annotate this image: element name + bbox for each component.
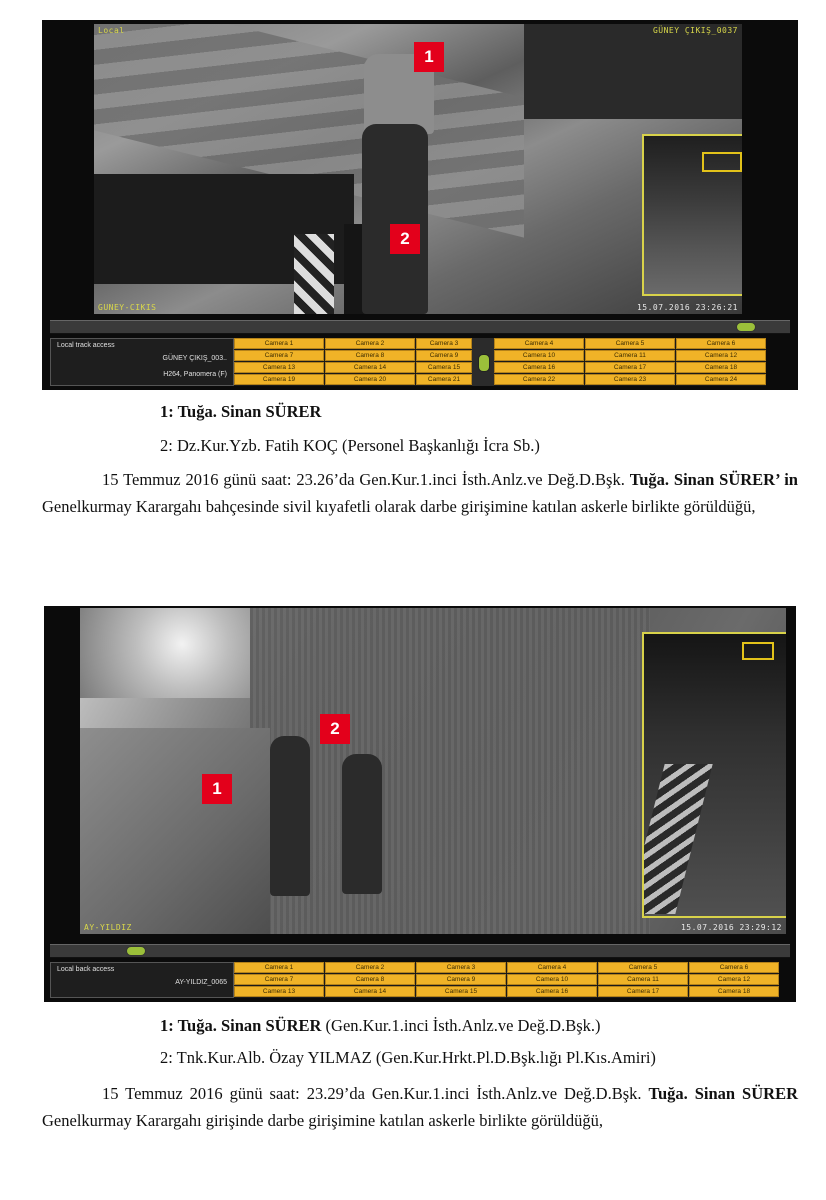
camera-button[interactable]: Camera 22 <box>494 374 584 385</box>
volume-knob[interactable] <box>478 354 490 372</box>
caption-2-name: 1: Tuğa. Sinan SÜRER <box>160 1016 322 1035</box>
camera-button[interactable]: Camera 3 <box>416 338 472 349</box>
camera-button[interactable]: Camera 4 <box>494 338 584 349</box>
paragraph-1 <box>42 466 798 520</box>
camera-button[interactable]: Camera 11 <box>598 974 688 985</box>
caption-1-line-2: 2: Dz.Kur.Yzb. Fatih KOÇ (Personel Başkanlığı İcra Sb.) <box>160 436 540 455</box>
camera-grid-right <box>494 338 766 386</box>
local-camera-name: GÜNEY ÇIKIŞ_003.. <box>162 355 227 362</box>
local-track-title: Local track access <box>57 342 115 349</box>
caption-2-line-2: 2: Tnk.Kur.Alb. Özay YILMAZ (Gen.Kur.Hrkt.Pl.D.Bşk.lığı Pl.Kıs.Amiri) <box>160 1048 656 1067</box>
camera-button[interactable]: Camera 4 <box>507 962 597 973</box>
seek-knob[interactable] <box>736 322 756 332</box>
camera-button[interactable]: Camera 18 <box>689 986 779 997</box>
caption-2-line-1 <box>160 1016 601 1036</box>
cctv-screenshot-2 <box>44 606 796 1002</box>
camera-button[interactable]: Camera 17 <box>585 362 675 373</box>
camera-button[interactable]: Camera 13 <box>234 362 324 373</box>
camera-button[interactable]: Camera 6 <box>689 962 779 973</box>
timestamp: 15.07.2016 23:26:21 <box>636 303 738 312</box>
caption-1-name: 1: Tuğa. Sinan SÜRER <box>160 402 322 421</box>
volume-slider[interactable] <box>472 338 494 386</box>
camera-controls <box>50 962 779 998</box>
paragraph-2-text-a: 15 Temmuz 2016 günü saat: 23.29’da Gen.Kur.1.inci İsth.Anlz.ve Değ.D.Bşk. <box>102 1084 649 1103</box>
camera-label-bottom: AY-YILDIZ <box>84 923 132 932</box>
inset-camera-view <box>642 632 786 918</box>
camera-button[interactable]: Camera 5 <box>598 962 688 973</box>
camera-button[interactable]: Camera 9 <box>416 350 472 361</box>
local-track-box <box>50 962 234 998</box>
paragraph-1-text-a: 15 Temmuz 2016 günü saat: 23.26’da Gen.Kur.1.inci İsth.Anlz.ve Değ.D.Bşk. <box>102 470 630 489</box>
paragraph-1-bold: Tuğa. Sinan SÜRER’ in <box>629 470 798 489</box>
camera-button[interactable]: Camera 12 <box>676 350 766 361</box>
seek-bar[interactable] <box>50 944 790 958</box>
camera-button[interactable]: Camera 21 <box>416 374 472 385</box>
local-camera-name: AY-YILDIZ_0065 <box>175 979 227 986</box>
cctv-screenshot-1 <box>42 20 798 390</box>
local-codec: H264, Panomera (F) <box>163 371 227 378</box>
camera-button[interactable]: Camera 17 <box>598 986 688 997</box>
person-1 <box>270 736 310 896</box>
camera-button[interactable]: Camera 20 <box>325 374 415 385</box>
caption-1-line-1 <box>160 402 321 422</box>
camera-button[interactable]: Camera 1 <box>234 338 324 349</box>
camera-button[interactable]: Camera 10 <box>494 350 584 361</box>
camera-button[interactable]: Camera 3 <box>416 962 506 973</box>
inset-camera-view <box>642 134 742 296</box>
seek-bar[interactable] <box>50 320 790 334</box>
camera-feed-2 <box>80 608 786 934</box>
camera-button[interactable]: Camera 16 <box>494 362 584 373</box>
camera-button[interactable]: Camera 24 <box>676 374 766 385</box>
marker-2: 2 <box>320 714 350 744</box>
camera-button[interactable]: Camera 8 <box>325 974 415 985</box>
camera-button[interactable]: Camera 14 <box>325 986 415 997</box>
seek-knob[interactable] <box>126 946 146 956</box>
camera-button[interactable]: Camera 8 <box>325 350 415 361</box>
person-2 <box>342 754 382 894</box>
camera-button[interactable]: Camera 19 <box>234 374 324 385</box>
timestamp: 15.07.2016 23:29:12 <box>680 923 782 932</box>
camera-button[interactable]: Camera 15 <box>416 986 506 997</box>
camera-button[interactable]: Camera 2 <box>325 962 415 973</box>
camera-button[interactable]: Camera 7 <box>234 974 324 985</box>
camera-button[interactable]: Camera 7 <box>234 350 324 361</box>
camera-button[interactable]: Camera 18 <box>676 362 766 373</box>
marker-2: 2 <box>390 224 420 254</box>
camera-button[interactable]: Camera 15 <box>416 362 472 373</box>
person-2 <box>362 124 428 314</box>
camera-button[interactable]: Camera 14 <box>325 362 415 373</box>
marker-1: 1 <box>202 774 232 804</box>
camera-grid-left <box>234 338 472 386</box>
camera-button[interactable]: Camera 23 <box>585 374 675 385</box>
camera-grid <box>234 962 779 998</box>
camera-label-bottom: GUNEY-CIKIS <box>98 303 157 312</box>
caption-2-affiliation: (Gen.Kur.1.inci İsth.Anlz.ve Değ.D.Bşk.) <box>321 1016 601 1035</box>
camera-button[interactable]: Camera 12 <box>689 974 779 985</box>
local-track-box <box>50 338 234 386</box>
camera-button[interactable]: Camera 11 <box>585 350 675 361</box>
local-track-title: Local back access <box>57 966 115 973</box>
camera-button[interactable]: Camera 5 <box>585 338 675 349</box>
camera-button[interactable]: Camera 2 <box>325 338 415 349</box>
paragraph-2 <box>42 1080 798 1134</box>
camera-controls <box>50 338 766 386</box>
camera-label-top-left: Local <box>98 26 125 35</box>
marker-1: 1 <box>414 42 444 72</box>
paragraph-1-text-b: Genelkurmay Karargahı bahçesinde sivil kıyafetli olarak darbe girişimine katılan askerle birlikte görüldüğü, <box>42 497 756 516</box>
camera-button[interactable]: Camera 13 <box>234 986 324 997</box>
paragraph-2-bold: Tuğa. Sinan SÜRER <box>648 1084 798 1103</box>
camera-button[interactable]: Camera 9 <box>416 974 506 985</box>
camera-label-top-right: GÜNEY ÇIKIŞ_0037 <box>652 26 738 35</box>
paragraph-2-text-b: Genelkurmay Karargahı girişinde darbe girişimine katılan askerle birlikte görüldüğü, <box>42 1111 603 1130</box>
camera-button[interactable]: Camera 16 <box>507 986 597 997</box>
camera-button[interactable]: Camera 6 <box>676 338 766 349</box>
camera-button[interactable]: Camera 10 <box>507 974 597 985</box>
camera-button[interactable]: Camera 1 <box>234 962 324 973</box>
